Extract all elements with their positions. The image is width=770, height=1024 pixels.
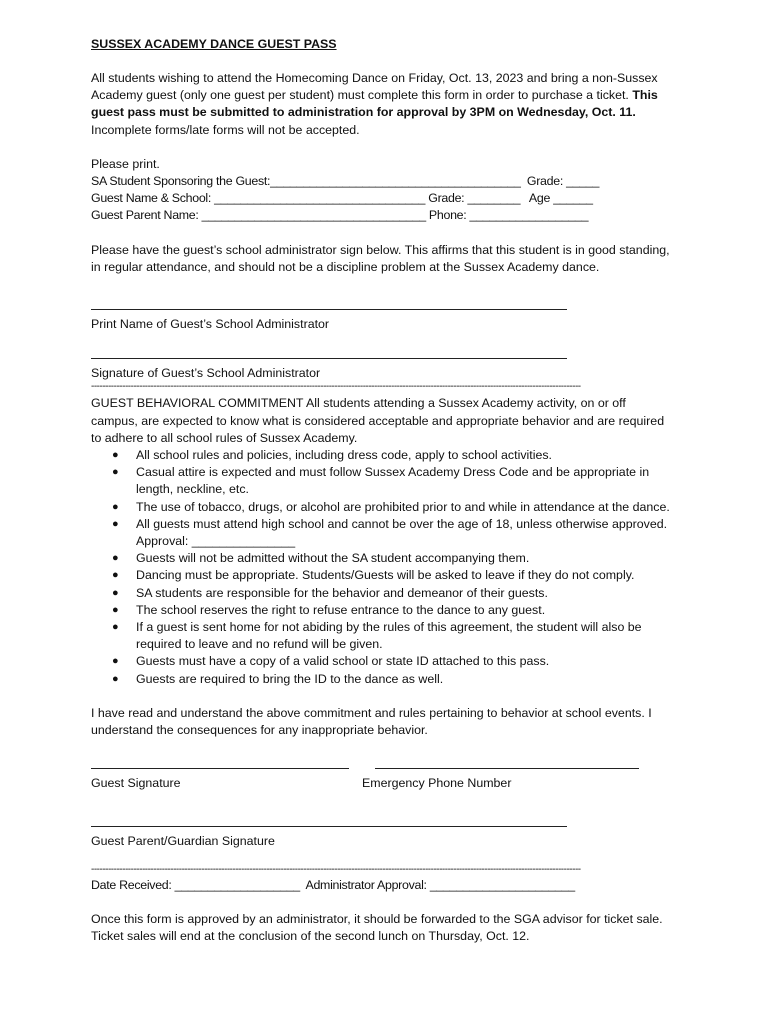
please-print-label: Please print.	[91, 156, 160, 171]
rule-item: ● If a guest is sent home for not abiding by the rules of this agreement, the student will also be required to leave and no refund will be given.	[112, 620, 642, 652]
rule-item: ● Dancing must be appropriate. Students/Guests will be asked to leave if they do not comply.	[91, 567, 691, 584]
form-title: SUSSEX ACADEMY DANCE GUEST PASS	[91, 37, 337, 51]
rule-item: ● The use of tobacco, drugs, or alcohol are prohibited prior to and while in attendance at the dance.	[91, 499, 691, 516]
closing-line-2: Ticket sales will end at the conclusion of the second lunch on Thursday, Oct. 12.	[91, 928, 530, 943]
intro-line-1: All students wishing to attend the Homecoming Dance on Friday, Oct. 13, 2023 and bring a non-Sussex	[91, 71, 658, 85]
bullet-icon: ●	[112, 466, 119, 479]
acknowledge-line-1: I have read and understand the above commitment and rules pertaining to behavior at school events. I	[91, 705, 652, 720]
rule-item: ● Guests will not be admitted without the SA student accompanying them.	[91, 550, 691, 567]
bullet-icon: ●	[112, 672, 119, 685]
print-section	[91, 156, 691, 225]
rules-list	[91, 447, 691, 688]
rule-item: ● All school rules and policies, including dress code, apply to school activities.	[91, 447, 691, 464]
admin-note-line-1: Please have the guest’s school administrator sign below. This affirms that this student is in good standing,	[91, 242, 670, 257]
parent-signature-label: Guest Parent/Guardian Signature	[91, 834, 275, 849]
sponsor-field[interactable]: SA Student Sponsoring the Guest:______________________________________ Grade: _____	[91, 174, 600, 189]
admin-print-name-label: Print Name of Guest’s School Administrator	[91, 317, 330, 332]
closing-paragraph	[91, 911, 691, 945]
acknowledge-line-2: understand the consequences for any inappropriate behavior.	[91, 723, 428, 738]
deadline-text: guest pass must be submitted to administration for approval by 3PM on Wednesday, Oct. 11.	[91, 105, 636, 120]
bullet-icon: ●	[112, 603, 119, 616]
bullet-icon: ●	[112, 517, 119, 530]
rule-item: ● Casual attire is expected and must follow Sussex Academy Dress Code and be appropriate in length, neckline, etc.	[112, 465, 650, 497]
rule-item: ● Guests are required to bring the ID to the dance as well.	[91, 671, 691, 688]
bullet-icon: ●	[112, 552, 119, 565]
intro-line-2-bold: This	[632, 88, 658, 103]
separator-dashes: -----------------------------------------------------------------------------------------------------------------------------------------------------------------------------	[91, 382, 581, 393]
commitment-line-1: GUEST BEHAVIORAL COMMITMENT All students attending a Sussex Academy activity, on or off	[91, 396, 626, 411]
intro-line-3	[91, 104, 691, 121]
rule-item: ● SA students are responsible for the behavior and demeanor of their guests.	[91, 585, 691, 602]
admin-note-line-2: in regular attendance, and should not be a discipline problem at the Sussex Academy dance.	[91, 259, 600, 274]
rule-item: ● The school reserves the right to refuse entrance to the dance to any guest.	[91, 602, 691, 619]
bullet-icon: ●	[112, 586, 119, 599]
commitment-line-3: to adhere to all school rules of Sussex Academy.	[91, 430, 358, 445]
closing-line-1: Once this form is approved by an administrator, it should be forwarded to the SGA advisor for ticket sale.	[91, 911, 663, 926]
commitment-line-2: campus, are expected to know what is considered acceptable and appropriate behavior and are required	[91, 413, 665, 428]
bullet-icon: ●	[112, 449, 119, 462]
bullet-icon: ●	[112, 500, 119, 513]
emergency-phone-line[interactable]	[375, 768, 639, 769]
intro-line-2	[91, 87, 691, 104]
guest-parent-field[interactable]: Guest Parent Name: __________________________________ Phone: __________________	[91, 208, 589, 223]
admin-signature-label: Signature of Guest’s School Administrator	[91, 366, 321, 381]
guest-name-field[interactable]: Guest Name & School: ________________________________ Grade: ________ Age ______	[91, 191, 593, 206]
emergency-phone-label: Emergency Phone Number	[362, 776, 512, 791]
office-use-fields[interactable]: Date Received: ___________________ Administrator Approval: ______________________	[91, 877, 575, 892]
intro-paragraph	[91, 70, 691, 139]
bullet-icon: ●	[112, 621, 119, 634]
office-separator-dashes: -----------------------------------------------------------------------------------------------------------------------------------------------------------------------------	[91, 864, 581, 875]
intro-line-2-text: Academy guest (only one guest per student) must complete this form in order to purchase a ticket.	[91, 88, 633, 103]
bullet-icon: ●	[112, 655, 119, 668]
commitment-paragraph	[91, 395, 691, 447]
guest-signature-line[interactable]	[91, 768, 349, 769]
rule-item: ● Guests must have a copy of a valid school or state ID attached to this pass.	[91, 653, 691, 670]
form-page	[91, 36, 691, 945]
admin-note	[91, 242, 691, 276]
bullet-icon: ●	[112, 569, 119, 582]
guest-signature-label: Guest Signature	[91, 776, 181, 791]
rule-item-approval[interactable]: ● All guests must attend high school and cannot be over the age of 18, unless otherwise approved. Approval: _______________	[112, 516, 668, 549]
acknowledge-paragraph	[91, 705, 691, 739]
intro-line-4: Incomplete forms/late forms will not be accepted.	[91, 122, 360, 137]
